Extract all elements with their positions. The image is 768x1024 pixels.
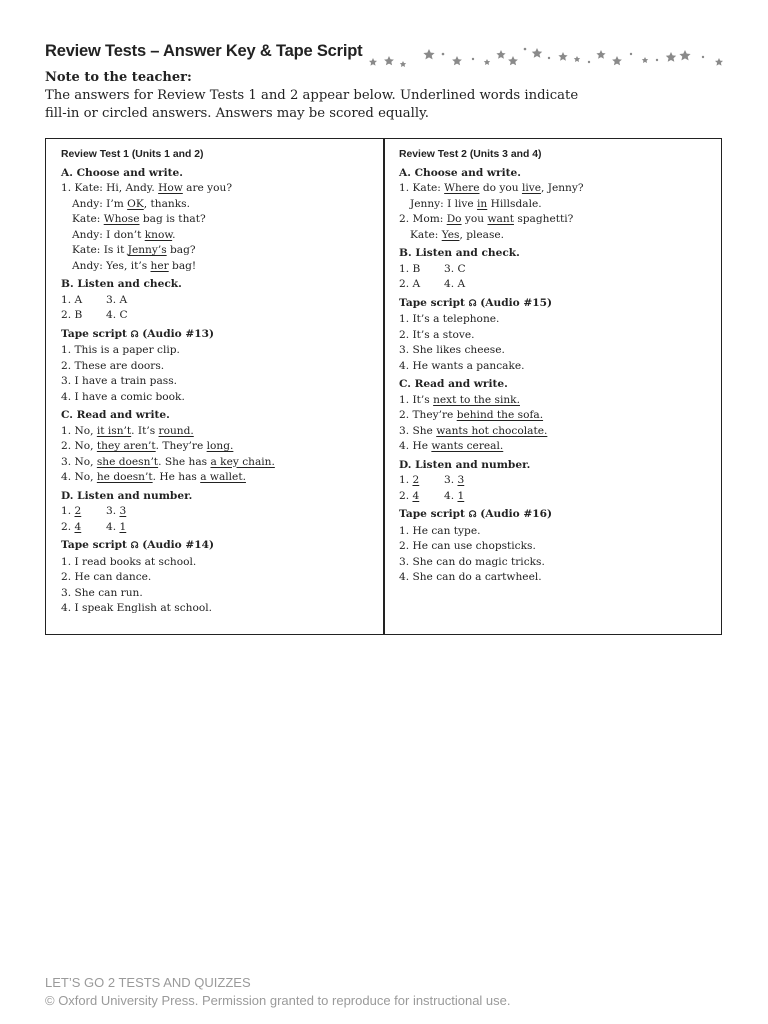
test2-a-line-2: Jenny: I live in Hillsdale. bbox=[410, 197, 542, 210]
test2-tape15-line-3: 3. She likes cheese. bbox=[399, 344, 505, 356]
test2-b-title: B. Listen and check. bbox=[399, 247, 520, 259]
test1-b-row-1: 1. A 3. A bbox=[61, 293, 128, 306]
headphones-icon: ☊ bbox=[468, 298, 477, 309]
test2-tape16-line-4: 4. She can do a cartwheel. bbox=[399, 571, 542, 583]
test1-d-row-1: 1. 2 3. 3 bbox=[61, 505, 127, 517]
headphones-icon: ☊ bbox=[130, 329, 139, 340]
test2-tape16-line-1: 1. He can type. bbox=[399, 524, 481, 537]
test1-a-line-5: Kate: Is it Jenny’s bag? bbox=[72, 244, 196, 256]
headphones-icon: ☊ bbox=[130, 541, 139, 551]
test1-tape13-line-2: 2. These are doors. bbox=[61, 359, 165, 372]
note-line-1: The answers for Review Tests 1 and 2 appear below. Underlined words indicate bbox=[45, 88, 579, 103]
test2-d-title: D. Listen and number. bbox=[399, 458, 531, 471]
test1-a-line-3: Kate: Whose bag is that? bbox=[72, 213, 206, 225]
test2-tape16-line-3: 3. She can do magic tricks. bbox=[399, 555, 545, 568]
footer-copyright: © Oxford University Press. Permission granted to reproduce for instructional use. bbox=[45, 993, 511, 1008]
headphones-icon: ☊ bbox=[468, 510, 477, 520]
test1-c-line-2: 2. No, they aren’t. They’re long. bbox=[61, 440, 234, 452]
test2-a-line-3: 2. Mom: Do you want spaghetti? bbox=[399, 213, 574, 225]
test1-c-line-1: 1. No, it isn’t. It’s round. bbox=[61, 424, 194, 437]
test2-a-title: A. Choose and write. bbox=[399, 166, 521, 179]
test2-d-row-2: 2. 4 4. 1 bbox=[399, 489, 465, 502]
test1-a-title: A. Choose and write. bbox=[61, 166, 183, 179]
test2-d-row-1: 1. 2 3. 3 bbox=[399, 474, 465, 486]
test1-tape14-line-3: 3. She can run. bbox=[61, 586, 143, 599]
test1-tape14-line-1: 1. I read books at school. bbox=[61, 555, 197, 568]
test1-a-line-2: Andy: I’m OK, thanks. bbox=[72, 197, 190, 210]
test2-tape15-line-4: 4. He wants a pancake. bbox=[399, 359, 525, 372]
page-title: Review Tests – Answer Key & Tape Script bbox=[45, 42, 363, 60]
test1-d-title: D. Listen and number. bbox=[61, 489, 193, 502]
stars-decoration-icon bbox=[365, 44, 730, 70]
test1-d-row-2: 2. 4 4. 1 bbox=[61, 520, 127, 533]
test1-tape14-line-2: 2. He can dance. bbox=[61, 571, 152, 583]
test1-heading: Review Test 1 (Units 1 and 2) bbox=[61, 149, 204, 160]
test1-tape14-line-4: 4. I speak English at school. bbox=[61, 602, 213, 614]
test2-tape16-line-2: 2. He can use chopsticks. bbox=[399, 540, 536, 552]
test2-c-line-2: 2. They’re behind the sofa. bbox=[399, 409, 544, 421]
test2-heading: Review Test 2 (Units 3 and 4) bbox=[399, 149, 542, 160]
test2-b-row-1: 1. B 3. C bbox=[399, 262, 466, 275]
test2-b-row-2: 2. A 4. A bbox=[399, 278, 466, 290]
test1-a-line-4: Andy: I don’t know. bbox=[72, 228, 176, 241]
test2-tape15-title: Tape script ☊ (Audio #15) bbox=[399, 296, 553, 309]
test1-b-title: B. Listen and check. bbox=[61, 278, 182, 290]
test2-tape15-line-1: 1. It’s a telephone. bbox=[399, 313, 500, 325]
review-test-2 bbox=[399, 147, 719, 586]
test1-c-title: C. Read and write. bbox=[61, 409, 170, 421]
test1-c-line-3: 3. No, she doesn’t. She has a key chain. bbox=[61, 455, 275, 468]
review-test-1 bbox=[61, 147, 381, 617]
test2-a-line-1: 1. Kate: Where do you live, Jenny? bbox=[399, 182, 584, 194]
test1-a-line-6: Andy: Yes, it’s her bag! bbox=[72, 259, 197, 272]
test2-tape16-title: Tape script ☊ (Audio #16) bbox=[399, 508, 553, 520]
test1-tape13-title: Tape script ☊ (Audio #13) bbox=[61, 327, 215, 340]
test2-c-line-3: 3. She wants hot chocolate. bbox=[399, 424, 548, 437]
test1-tape13-line-3: 3. I have a train pass. bbox=[61, 375, 178, 387]
test1-c-line-4: 4. No, he doesn’t. He has a wallet. bbox=[61, 471, 246, 483]
test2-tape15-line-2: 2. It’s a stove. bbox=[399, 328, 475, 341]
note-line-2: fill-in or circled answers. Answers may be scored equally. bbox=[45, 106, 429, 121]
test1-tape13-line-1: 1. This is a paper clip. bbox=[61, 344, 180, 356]
column-divider bbox=[383, 138, 385, 635]
test1-tape13-line-4: 4. I have a comic book. bbox=[61, 390, 185, 403]
test2-c-line-4: 4. He wants cereal. bbox=[399, 440, 504, 452]
test2-c-line-1: 1. It’s next to the sink. bbox=[399, 393, 520, 406]
test2-a-line-4: Kate: Yes, please. bbox=[410, 228, 505, 241]
test1-tape14-title: Tape script ☊ (Audio #14) bbox=[61, 539, 215, 551]
test2-c-title: C. Read and write. bbox=[399, 378, 508, 390]
footer-series: LET’S GO 2 TESTS AND QUIZZES bbox=[45, 975, 251, 990]
note-heading: Note to the teacher: bbox=[45, 70, 192, 85]
test1-a-line-1: 1. Kate: Hi, Andy. How are you? bbox=[61, 182, 233, 194]
test1-b-row-2: 2. B 4. C bbox=[61, 309, 128, 321]
